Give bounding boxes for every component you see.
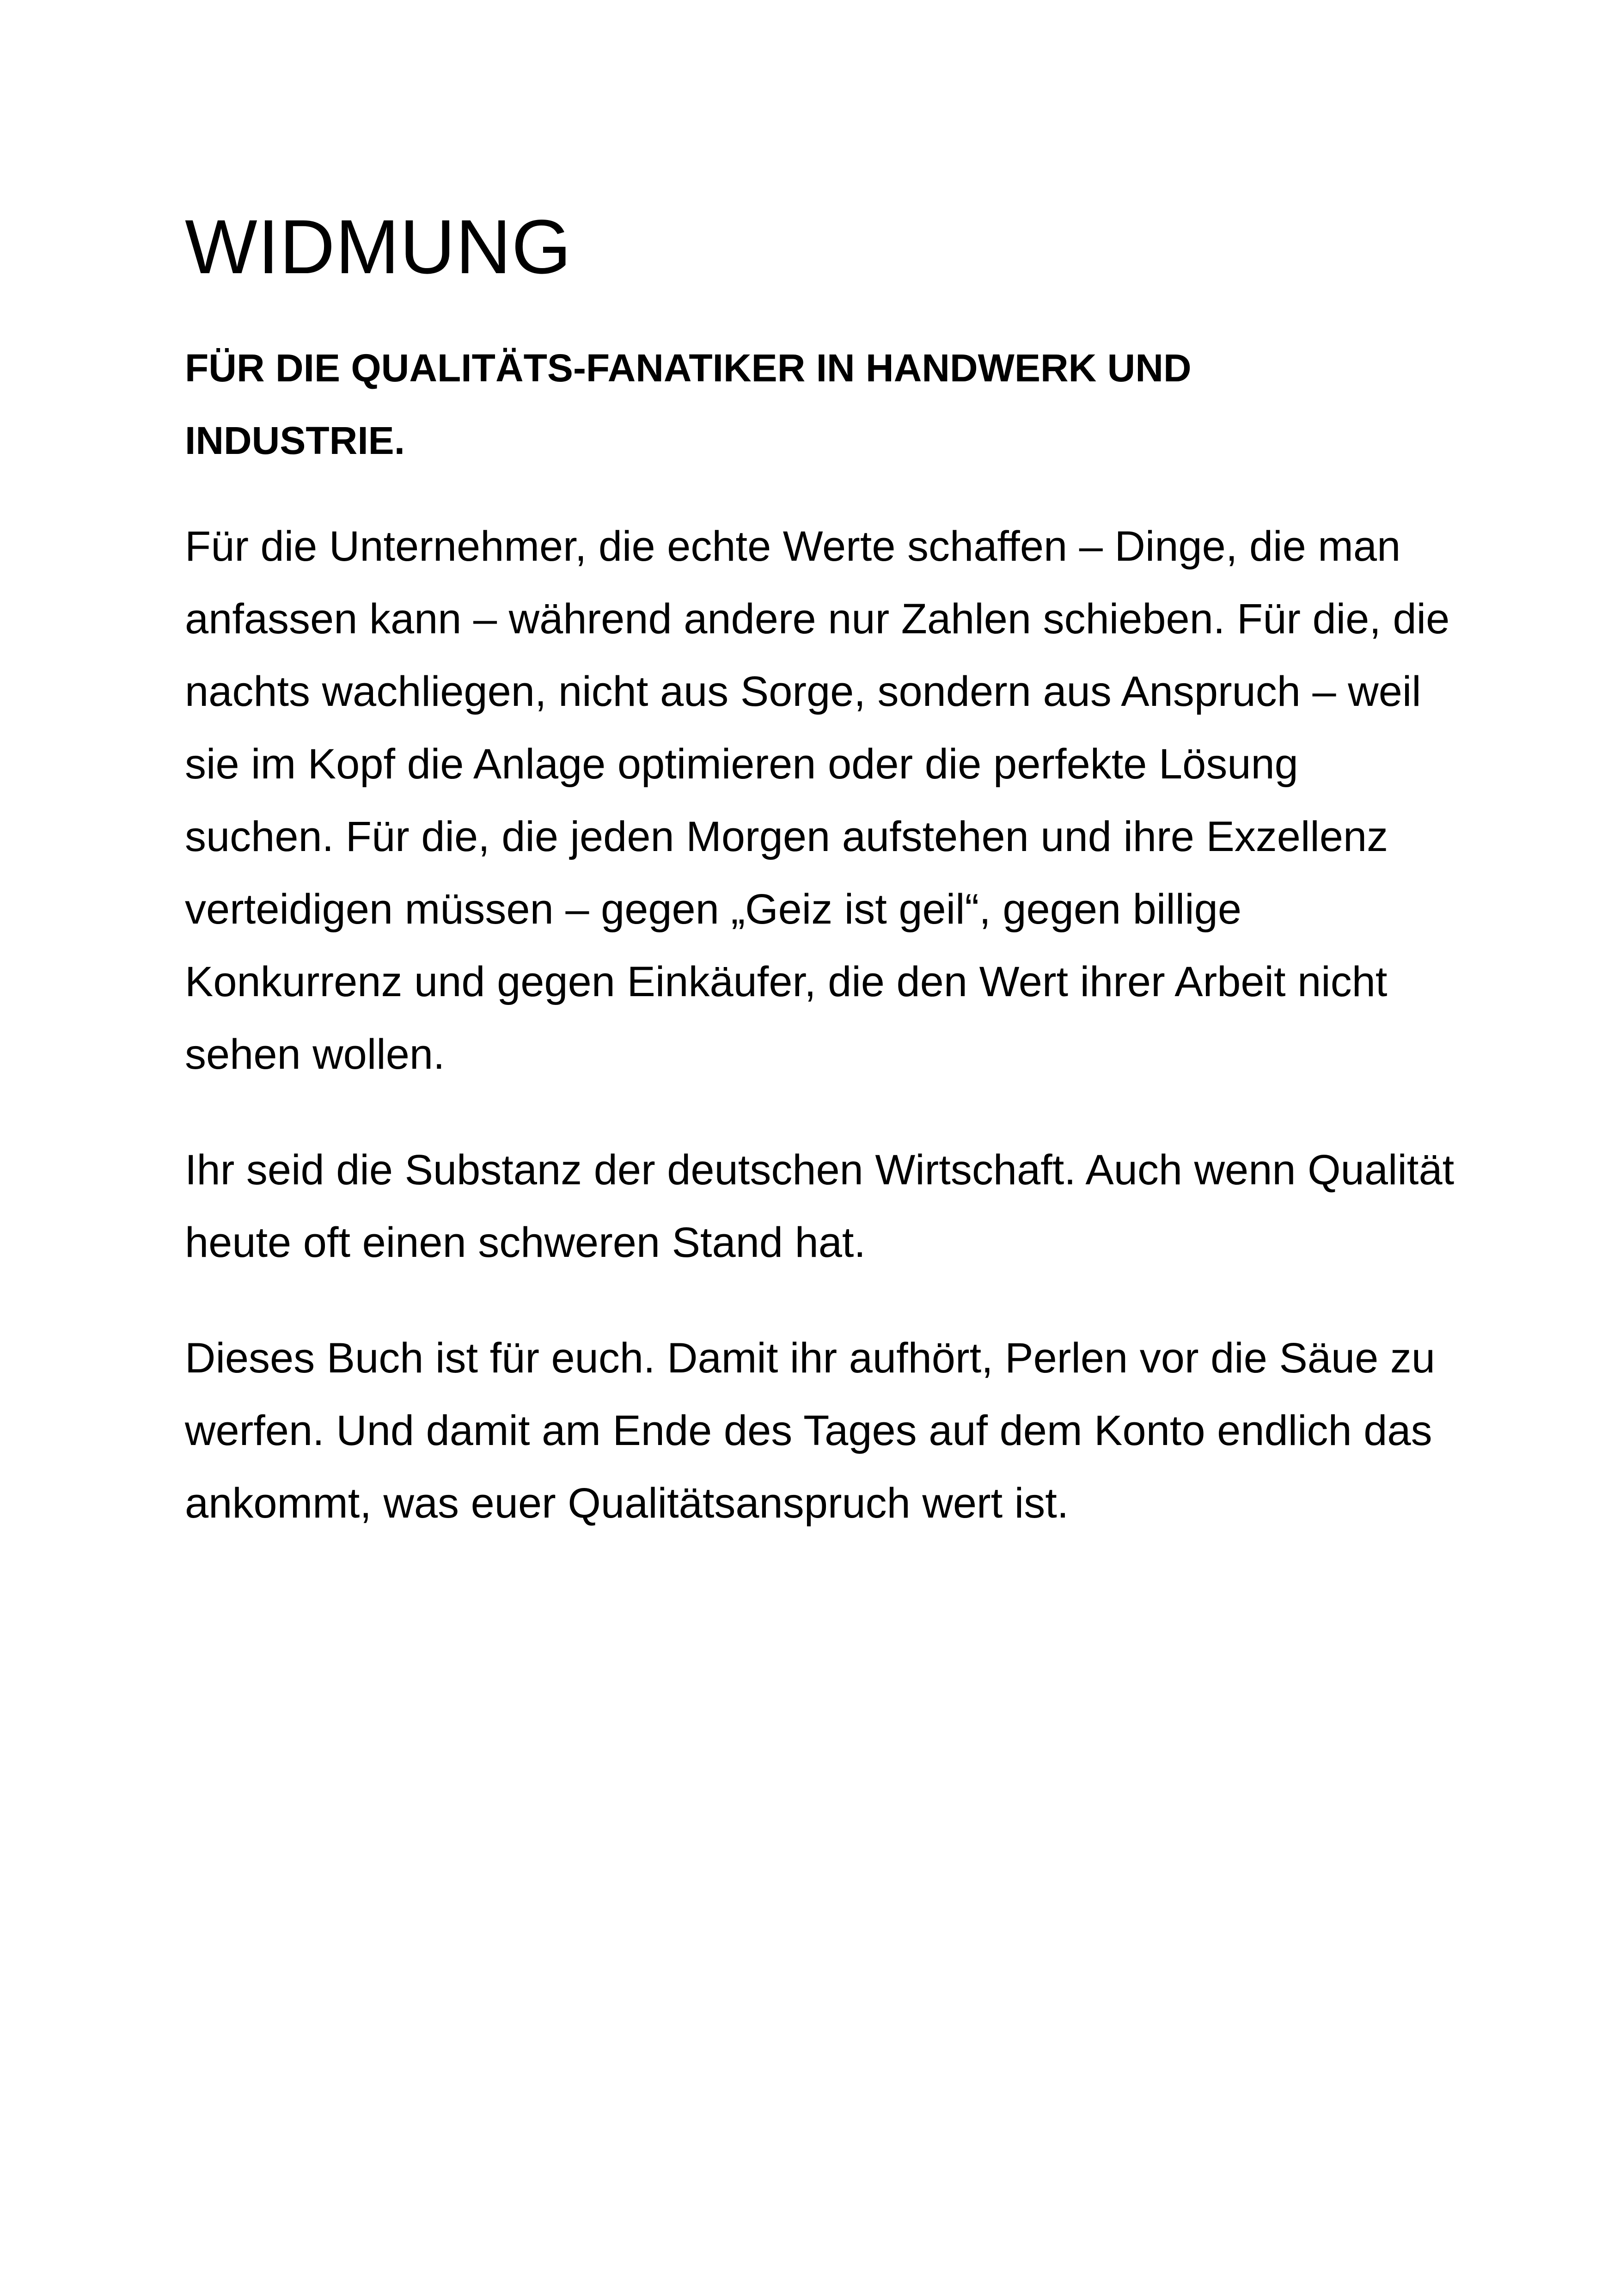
text-line: suchen. Für die, die jeden Morgen aufstehen und ihre Exzellenz <box>185 813 1388 860</box>
text-line: werfen. Und damit am Ende des Tages auf dem Konto endlich das <box>185 1407 1432 1454</box>
text-line: nachts wachliegen, nicht aus Sorge, sondern aus Anspruch – weil <box>185 668 1421 715</box>
page-title: WIDMUNG <box>185 204 572 290</box>
text-line: Konkurrenz und gegen Einkäufer, die den Wert ihrer Arbeit nicht <box>185 958 1388 1005</box>
text-line: Für die Unternehmer, die echte Werte schaffen – Dinge, die man <box>185 523 1401 570</box>
text-line: heute oft einen schweren Stand hat. <box>185 1219 866 1266</box>
text-line: sie im Kopf die Anlage optimieren oder die perfekte Lösung <box>185 741 1298 788</box>
text-line: Dieses Buch ist für euch. Damit ihr aufhört, Perlen vor die Säue zu <box>185 1335 1436 1382</box>
subtitle-line: INDUSTRIE. <box>185 419 405 462</box>
text-line: ankommt, was euer Qualitätsanspruch wert ist. <box>185 1480 1069 1527</box>
subtitle-line: FÜR DIE QUALITÄTS-FANATIKER IN HANDWERK UND <box>185 346 1192 390</box>
dedication-subtitle <box>185 332 1470 477</box>
text-line: Ihr seid die Substanz der deutschen Wirtschaft. Auch wenn Qualität <box>185 1146 1455 1194</box>
dedication-paragraph-2 <box>185 1134 1470 1279</box>
page-content <box>185 203 1470 1540</box>
dedication-paragraph-3 <box>185 1322 1470 1540</box>
text-line: verteidigen müssen – gegen „Geiz ist geil“, gegen billige <box>185 886 1241 933</box>
dedication-paragraph-1 <box>185 510 1470 1091</box>
text-line: sehen wollen. <box>185 1031 445 1078</box>
text-line: anfassen kann – während andere nur Zahlen schieben. Für die, die <box>185 595 1450 643</box>
